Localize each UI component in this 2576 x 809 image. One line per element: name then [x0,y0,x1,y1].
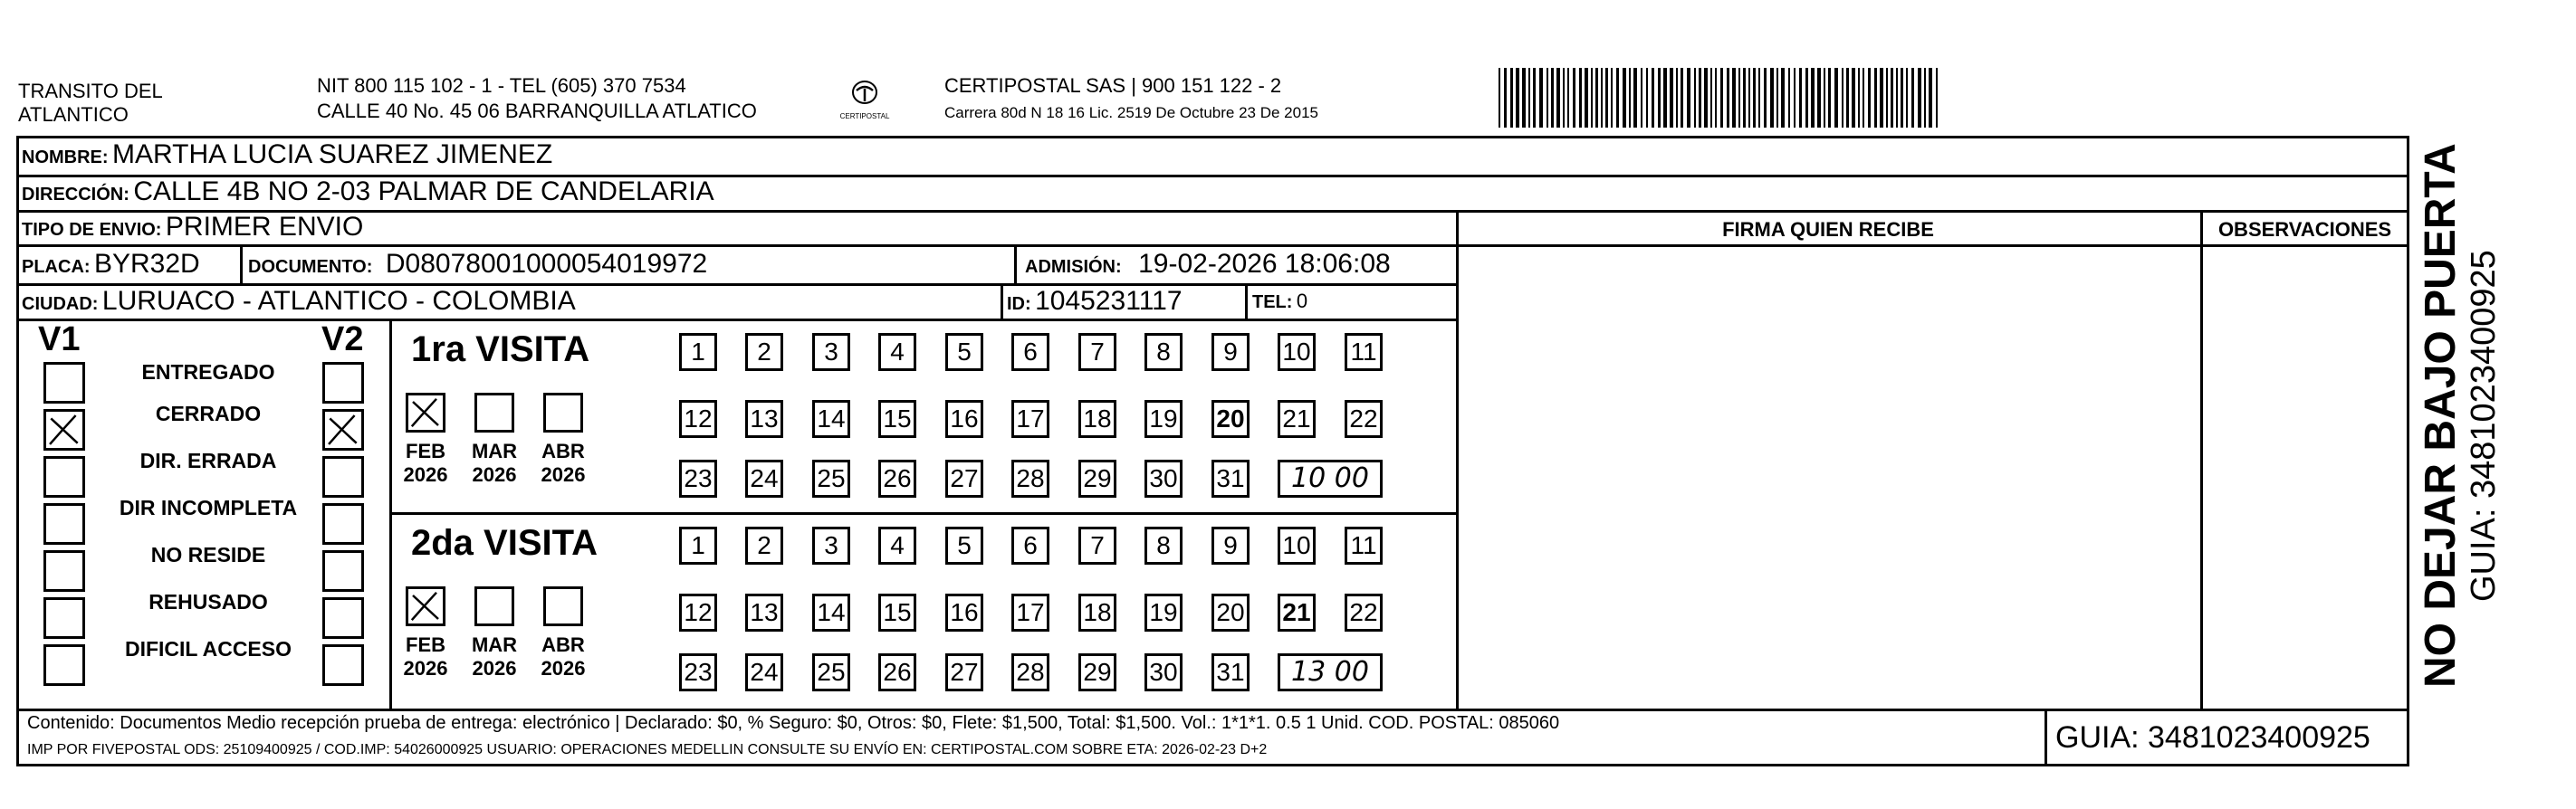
org-nit: NIT 800 115 102 - 1 - TEL (605) 370 7534 [317,74,686,97]
day-box[interactable]: 11 [1345,527,1383,565]
status-label: ENTREGADO [141,360,275,384]
status-label: CERRADO [155,402,262,425]
v1-check-mark [45,411,83,449]
v2-status-checkbox[interactable] [322,456,364,498]
day-box[interactable]: 3 [812,333,850,371]
v1-status-checkbox[interactable] [43,550,85,592]
send-type-row [22,211,363,248]
plate-label: PLACA: [22,257,91,277]
barcode-bar [1738,68,1740,128]
day-box[interactable]: 7 [1078,527,1116,565]
day-box[interactable]: 16 [945,400,983,438]
barcode-bar [1616,68,1619,128]
plate-field [22,248,200,285]
document-value: D08078001000054019972 [385,249,708,279]
day-box[interactable]: 19 [1144,594,1183,632]
barcode-bar [1539,68,1543,128]
barcode-bar [1748,68,1750,128]
barcode-bar [1633,68,1637,128]
barcode-bar [1817,68,1821,128]
barcode-bar [1623,68,1626,128]
day-box[interactable]: 8 [1144,527,1183,565]
barcode-bar [1886,68,1888,128]
barcode-bar [1585,68,1588,128]
admission-field [1025,248,1391,285]
barcode-bar [1781,68,1785,128]
day-box[interactable]: 6 [1011,333,1049,371]
barcode-bar [1842,68,1843,128]
day-box[interactable]: 28 [1011,460,1049,498]
barcode-bar [1681,68,1683,128]
v2-status-checkbox[interactable] [322,644,364,686]
barcode-bar [1828,68,1831,128]
barcode-bar [1533,68,1536,128]
divider [2200,210,2203,709]
day-box[interactable]: 3 [812,527,850,565]
day-box[interactable]: 4 [878,527,916,565]
imp-line: IMP POR FIVEPOSTAL ODS: 25109400925 / COD.IMP: 54026000925 USUARIO: OPERACIONES MEDELLIN CONSULTE SU ENVÍO EN: CERTIPOSTAL.COM SOBRE ETA: 2026-02-23 D+2 [27,742,1268,757]
month-check-mark [407,588,444,624]
day-box[interactable]: 15 [878,594,916,632]
day-box[interactable]: 13 [745,594,783,632]
day-box[interactable]: 1 [679,333,717,371]
day-box[interactable]: 12 [679,400,717,438]
divider [1456,210,1459,709]
barcode-bar [1522,68,1526,128]
barcode-bar [1715,68,1717,128]
tel-label: TEL: [1252,292,1293,312]
barcode-bar [1874,68,1877,128]
barcode-bar [1601,68,1603,128]
day-box[interactable]: 6 [1011,527,1049,565]
barcode-bar [1528,68,1530,128]
day-box[interactable]: 14 [812,594,850,632]
v1-status-checkbox[interactable] [43,503,85,545]
barcode-bar [1670,68,1673,128]
barcode-bar [1629,68,1631,128]
day-box[interactable]: 20 [1211,594,1250,632]
day-box[interactable]: 19 [1144,400,1183,438]
logo-text: CERTIPOSTAL [839,112,890,120]
status-label: DIFICIL ACCESO [124,637,292,661]
barcode-bar [1595,68,1598,128]
day-box[interactable]: 5 [945,333,983,371]
barcode-bar [1858,68,1860,128]
status-label: DIR. ERRADA [139,449,277,472]
day-box[interactable]: 29 [1078,653,1116,691]
admission-value: 19-02-2026 18:06:08 [1138,249,1391,279]
day-box[interactable]: 25 [812,460,850,498]
v2-status-checkbox[interactable] [322,597,364,639]
visit-month-checkbox[interactable] [543,586,583,626]
signature-header: FIRMA QUIEN RECIBE [1722,218,1934,241]
tel-value: 0 [1296,290,1308,312]
day-box[interactable]: 18 [1078,594,1116,632]
visit-title: 1ra VISITA [411,329,590,369]
visit-month-checkbox[interactable] [474,586,514,626]
courier-license: Carrera 80d N 18 16 Lic. 2519 De Octubre 23 De 2015 [944,104,1318,121]
barcode-bar [1676,68,1678,128]
recipient-name: MARTHA LUCIA SUAREZ JIMENEZ [112,139,553,169]
day-box[interactable]: 26 [878,460,916,498]
barcode-bar [1911,68,1914,128]
barcode [1499,68,2232,132]
v1-status-checkbox[interactable] [43,644,85,686]
divider [16,709,2409,711]
status-label: REHUSADO [148,590,268,614]
barcode-bar [1896,68,1898,128]
org-address: CALLE 40 No. 45 06 BARRANQUILLA ATLATICO [317,100,757,122]
barcode-bar [1579,68,1582,128]
day-box[interactable]: 23 [679,653,717,691]
side-warning: NO DEJAR BAJO PUERTA [2417,143,2465,688]
day-box[interactable]: 23 [679,460,717,498]
visit-month-label: ABR 2026 [541,440,586,486]
certipostal-logo [833,72,896,127]
barcode-bar [1764,68,1767,128]
barcode-bar [1710,68,1712,128]
day-box[interactable]: 25 [812,653,850,691]
day-box[interactable]: 24 [745,653,783,691]
day-box[interactable]: 20 [1211,400,1250,438]
visit-month-checkbox[interactable] [543,393,583,433]
barcode-bar [1929,68,1932,128]
day-box[interactable]: 10 [1278,527,1316,565]
barcode-bar [1516,68,1519,128]
barcode-bar [1880,68,1883,128]
barcode-bar [1868,68,1871,128]
visit-month-label: FEB 2026 [403,633,448,680]
visit-month-label: ABR 2026 [541,633,586,680]
day-box[interactable]: 28 [1011,653,1049,691]
address-label: DIRECCIÓN: [22,185,129,205]
barcode-bar [1824,68,1825,128]
barcode-bar [1811,68,1815,128]
divider [240,244,243,283]
recipient-address: CALLE 4B NO 2-03 PALMAR DE CANDELARIA [133,176,714,206]
barcode-bar [1906,68,1908,128]
day-box[interactable]: 9 [1211,333,1250,371]
observations-header: OBSERVACIONES [2217,218,2392,241]
barcode-bar [1547,68,1548,128]
recipient-address-row [22,176,714,213]
barcode-bar [1936,68,1938,128]
barcode-bar [1641,68,1642,128]
day-box[interactable]: 12 [679,594,717,632]
courier-name: CERTIPOSTAL SAS | 900 151 122 - 2 [944,74,1282,97]
day-box[interactable]: 26 [878,653,916,691]
v1-status-checkbox[interactable] [43,362,85,404]
day-box[interactable]: 2 [745,527,783,565]
v2-status-checkbox[interactable] [322,362,364,404]
barcode-bar [1924,68,1926,128]
day-box[interactable]: 22 [1345,400,1383,438]
v1-header: V1 [38,320,81,358]
barcode-bar [1794,68,1796,128]
v1-status-checkbox[interactable] [43,597,85,639]
id-field [1007,285,1183,322]
tel-field [1252,285,1307,320]
name-label: NOMBRE: [22,148,109,167]
day-box[interactable]: 17 [1011,594,1049,632]
day-box[interactable]: 8 [1144,333,1183,371]
barcode-bar [1551,68,1554,128]
day-box[interactable]: 2 [745,333,783,371]
barcode-bar [1499,68,1500,128]
barcode-bar [1901,68,1903,128]
day-box[interactable]: 1 [679,527,717,565]
city-label: CIUDAD: [22,294,99,314]
status-label: NO RESIDE [150,543,266,566]
barcode-bar [1846,68,1849,128]
footer-guia: GUIA: 3481023400925 [2055,720,2370,755]
barcode-bar [1805,68,1808,128]
barcode-bar [1573,68,1575,128]
day-box[interactable]: 27 [945,460,983,498]
visit-time-box[interactable]: 10 00 [1278,460,1383,498]
divider [389,319,392,709]
day-box[interactable]: 9 [1211,527,1250,565]
day-box[interactable]: 21 [1278,594,1316,632]
day-box[interactable]: 17 [1011,400,1049,438]
barcode-bar [1758,68,1760,128]
day-box[interactable]: 7 [1078,333,1116,371]
org-name-line1: TRANSITO DEL [18,80,163,102]
barcode-bar [1727,68,1729,128]
barcode-bar [1658,68,1661,128]
divider [389,512,1459,515]
send-type-label: TIPO DE ENVIO: [22,220,162,240]
day-box[interactable]: 22 [1345,594,1383,632]
day-box[interactable]: 31 [1211,653,1250,691]
barcode-bar [1720,68,1723,128]
barcode-bar [1652,68,1654,128]
day-box[interactable]: 15 [878,400,916,438]
barcode-bar [1732,68,1736,128]
barcode-bar [1753,68,1756,128]
barcode-bar [1863,68,1864,128]
barcode-bar [1687,68,1690,128]
divider [1001,283,1003,319]
barcode-bar [1504,68,1507,128]
divider [1014,244,1017,283]
day-box[interactable]: 5 [945,527,983,565]
visit-time-box[interactable]: 13 00 [1278,653,1383,691]
day-box[interactable]: 21 [1278,400,1316,438]
barcode-graphic [1499,68,2232,128]
day-box[interactable]: 29 [1078,460,1116,498]
content-line: Contenido: Documentos Medio recepción prueba de entrega: electrónico | Declarado: $0, % Seguro: $0, Otros: $0, Flete: $1,500, Total: $1,500. Vol.: 1*1*1. 0.5 1 Unid. COD. POSTAL: 085060 [27,713,1560,733]
day-box[interactable]: 13 [745,400,783,438]
visit-month-label: MAR 2026 [471,440,518,486]
day-box[interactable]: 11 [1345,333,1383,371]
barcode-bar [1852,68,1855,128]
visit-month-label: MAR 2026 [471,633,518,680]
day-box[interactable]: 16 [945,594,983,632]
day-box[interactable]: 14 [812,400,850,438]
v1-status-checkbox[interactable] [43,456,85,498]
visit-month-label: FEB 2026 [403,440,448,486]
barcode-bar [1743,68,1746,128]
barcode-bar [1699,68,1701,128]
barcode-bar [1788,68,1790,128]
recipient-name-row [22,138,552,176]
day-box[interactable]: 18 [1078,400,1116,438]
barcode-bar [1611,68,1613,128]
barcode-bar [1891,68,1893,128]
v2-check-mark [324,411,362,449]
id-value: 1045231117 [1035,286,1183,316]
barcode-bar [1799,68,1802,128]
day-box[interactable]: 4 [878,333,916,371]
barcode-bar [1567,68,1569,128]
barcode-bar [1591,68,1593,128]
org-name-line2: ATLANTICO [18,103,129,126]
city-field [22,285,576,322]
barcode-bar [1556,68,1560,128]
barcode-bar [1776,68,1778,128]
document-label: DOCUMENTO: [248,257,373,277]
month-check-mark [407,395,444,431]
day-box[interactable]: 24 [745,460,783,498]
day-box[interactable]: 10 [1278,333,1316,371]
day-box[interactable]: 27 [945,653,983,691]
id-label: ID: [1007,294,1031,314]
day-box[interactable]: 31 [1211,460,1250,498]
divider [16,244,2409,247]
v2-header: V2 [321,320,364,358]
v2-status-checkbox[interactable] [322,503,364,545]
barcode-bar [1563,68,1565,128]
barcode-bar [1704,68,1708,128]
barcode-bar [1694,68,1696,128]
barcode-bar [1510,68,1513,128]
send-type: PRIMER ENVIO [165,212,364,242]
visit-month-checkbox[interactable] [474,393,514,433]
city-value: LURUACO - ATLANTICO - COLOMBIA [101,286,576,316]
barcode-bar [1663,68,1667,128]
barcode-bar [1770,68,1774,128]
barcode-bar [1605,68,1608,128]
barcode-bar [1834,68,1838,128]
document-field [248,248,707,285]
divider [1245,283,1248,319]
barcode-bar [1646,68,1648,128]
day-box[interactable]: 30 [1144,460,1183,498]
divider [2045,709,2047,766]
plate-value: BYR32D [94,249,200,279]
barcode-bar [1918,68,1921,128]
status-label: DIR INCOMPLETA [119,496,298,519]
day-box[interactable]: 30 [1144,653,1183,691]
v2-status-checkbox[interactable] [322,550,364,592]
side-guia: GUIA: 3481023400925 [2465,250,2503,602]
admission-label: ADMISIÓN: [1025,257,1122,277]
visit-title: 2da VISITA [411,523,598,563]
